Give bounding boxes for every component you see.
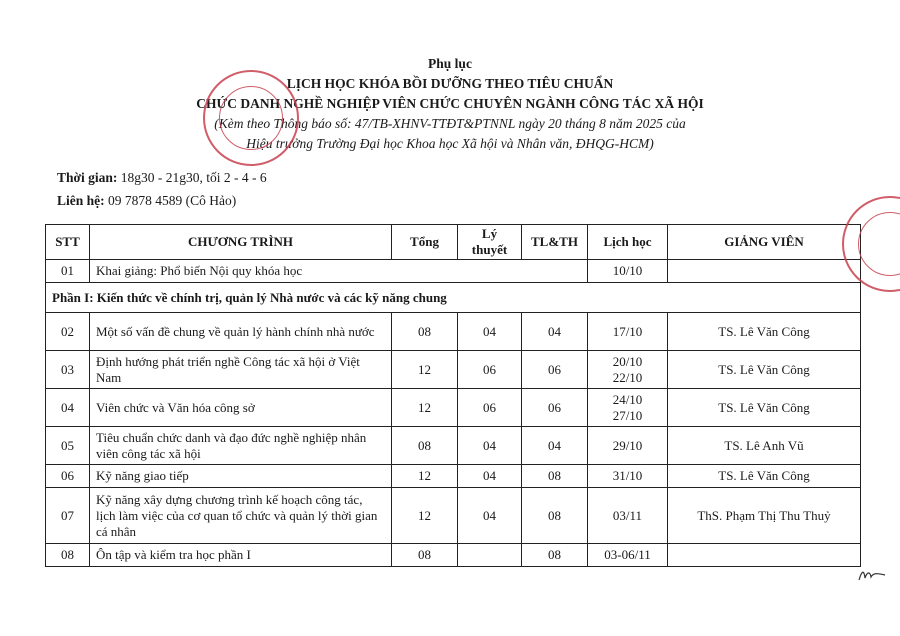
cell-practice: 06 xyxy=(522,389,588,427)
cell-lecturer: ThS. Phạm Thị Thu Thuỷ xyxy=(668,488,861,544)
cell-lecturer: TS. Lê Văn Công xyxy=(668,389,861,427)
cell-program: Viên chức và Văn hóa công sở xyxy=(90,389,392,427)
cell-theory: 06 xyxy=(458,389,522,427)
cell-total: 08 xyxy=(392,427,458,465)
schedule-date: 20/10 xyxy=(612,353,643,369)
table-row xyxy=(46,465,861,488)
contact-info xyxy=(57,193,236,209)
header-theory: Lý thuyết xyxy=(458,225,522,260)
cell-program: Kỹ năng giao tiếp xyxy=(90,465,392,488)
signature-mark xyxy=(858,568,886,582)
document-header xyxy=(0,54,900,154)
schedule-table xyxy=(45,224,861,567)
cell-stt: 07 xyxy=(46,488,90,544)
cell-theory: 04 xyxy=(458,313,522,351)
cell-stt: 01 xyxy=(46,260,90,283)
cell-lecturer: TS. Lê Văn Công xyxy=(668,313,861,351)
table-row xyxy=(46,389,861,427)
contact-label: Liên hệ: xyxy=(57,193,105,208)
cell-theory: 04 xyxy=(458,427,522,465)
cell-stt: 08 xyxy=(46,544,90,567)
section-title: Phần I: Kiến thức về chính trị, quản lý Nhà nước và các kỹ năng chung xyxy=(46,283,861,313)
schedule-date: 22/10 xyxy=(612,369,643,385)
cell-program: Tiêu chuẩn chức danh và đạo đức nghề nghiệp nhân viên công tác xã hội xyxy=(90,427,392,465)
cell-lecturer: TS. Lê Văn Công xyxy=(668,465,861,488)
cell-schedule: 29/10 xyxy=(588,427,668,465)
cell-theory: 06 xyxy=(458,351,522,389)
table-row xyxy=(46,544,861,567)
cell-program: Khai giảng: Phổ biến Nội quy khóa học xyxy=(90,260,588,283)
cell-total: 12 xyxy=(392,488,458,544)
cell-stt: 02 xyxy=(46,313,90,351)
table-row xyxy=(46,351,861,389)
cell-theory xyxy=(458,544,522,567)
table-row xyxy=(46,488,861,544)
table-row xyxy=(46,313,861,351)
cell-lecturer: TS. Lê Anh Vũ xyxy=(668,427,861,465)
schedule-date: 27/10 xyxy=(612,407,643,423)
cell-program: Kỹ năng xây dựng chương trình kế hoạch công tác, lịch làm việc của cơ quan tổ chức và quản lý thời gian cá nhân xyxy=(90,488,392,544)
cell-total: 12 xyxy=(392,351,458,389)
cell-theory: 04 xyxy=(458,488,522,544)
cell-program: Ôn tập và kiểm tra học phần I xyxy=(90,544,392,567)
cell-stt: 03 xyxy=(46,351,90,389)
header-schedule: Lịch học xyxy=(588,225,668,260)
cell-schedule: 17/10 xyxy=(588,313,668,351)
header-lecturer: GIẢNG VIÊN xyxy=(668,225,861,260)
subtitle-line-1: (Kèm theo Thông báo số: 47/TB-XHNV-TTĐT&PTNNL ngày 20 tháng 8 năm 2025 của xyxy=(214,116,686,131)
time-value: 18g30 - 21g30, tối 2 - 4 - 6 xyxy=(120,170,267,185)
contact-value: 09 7878 4589 (Cô Hảo) xyxy=(108,193,237,208)
cell-lecturer xyxy=(668,544,861,567)
cell-schedule xyxy=(588,351,668,389)
cell-schedule: 03/11 xyxy=(588,488,668,544)
time-info xyxy=(57,170,267,186)
table-row xyxy=(46,427,861,465)
section-row xyxy=(46,283,861,313)
cell-total: 12 xyxy=(392,389,458,427)
cell-total: 08 xyxy=(392,544,458,567)
cell-practice: 04 xyxy=(522,313,588,351)
cell-schedule: 03-06/11 xyxy=(588,544,668,567)
seal-inner-ring xyxy=(858,212,900,276)
cell-stt: 06 xyxy=(46,465,90,488)
cell-practice: 08 xyxy=(522,488,588,544)
schedule-date: 24/10 xyxy=(612,391,643,407)
university-seal-stamp xyxy=(203,70,299,166)
time-label: Thời gian: xyxy=(57,170,118,185)
cell-total: 12 xyxy=(392,465,458,488)
cell-lecturer xyxy=(668,260,861,283)
cell-practice: 08 xyxy=(522,544,588,567)
cell-program: Định hướng phát triển nghề Công tác xã hội ở Việt Nam xyxy=(90,351,392,389)
header-program: CHƯƠNG TRÌNH xyxy=(90,225,392,260)
header-stt: STT xyxy=(46,225,90,260)
subtitle-line-2: Hiệu trưởng Trường Đại học Khoa học Xã hội và Nhân văn, ĐHQG-HCM) xyxy=(246,136,654,151)
cell-stt: 04 xyxy=(46,389,90,427)
seal-inner-ring xyxy=(219,86,283,150)
cell-practice: 04 xyxy=(522,427,588,465)
cell-schedule: 10/10 xyxy=(588,260,668,283)
header-total: Tổng xyxy=(392,225,458,260)
cell-schedule xyxy=(588,389,668,427)
cell-practice: 06 xyxy=(522,351,588,389)
cell-stt: 05 xyxy=(46,427,90,465)
cell-schedule: 31/10 xyxy=(588,465,668,488)
table-row xyxy=(46,260,861,283)
cell-program: Một số vấn đề chung về quản lý hành chính nhà nước xyxy=(90,313,392,351)
table-header-row xyxy=(46,225,861,260)
cell-theory: 04 xyxy=(458,465,522,488)
header-practice: TL&TH xyxy=(522,225,588,260)
title-line-2: CHỨC DANH NGHỀ NGHIỆP VIÊN CHỨC CHUYÊN NGÀNH CÔNG TÁC XÃ HỘI xyxy=(196,96,704,111)
cell-total: 08 xyxy=(392,313,458,351)
appendix-label: Phụ lục xyxy=(428,56,472,71)
cell-lecturer: TS. Lê Văn Công xyxy=(668,351,861,389)
cell-practice: 08 xyxy=(522,465,588,488)
title-line-1: LỊCH HỌC KHÓA BỒI DƯỠNG THEO TIÊU CHUẨN xyxy=(286,76,614,91)
